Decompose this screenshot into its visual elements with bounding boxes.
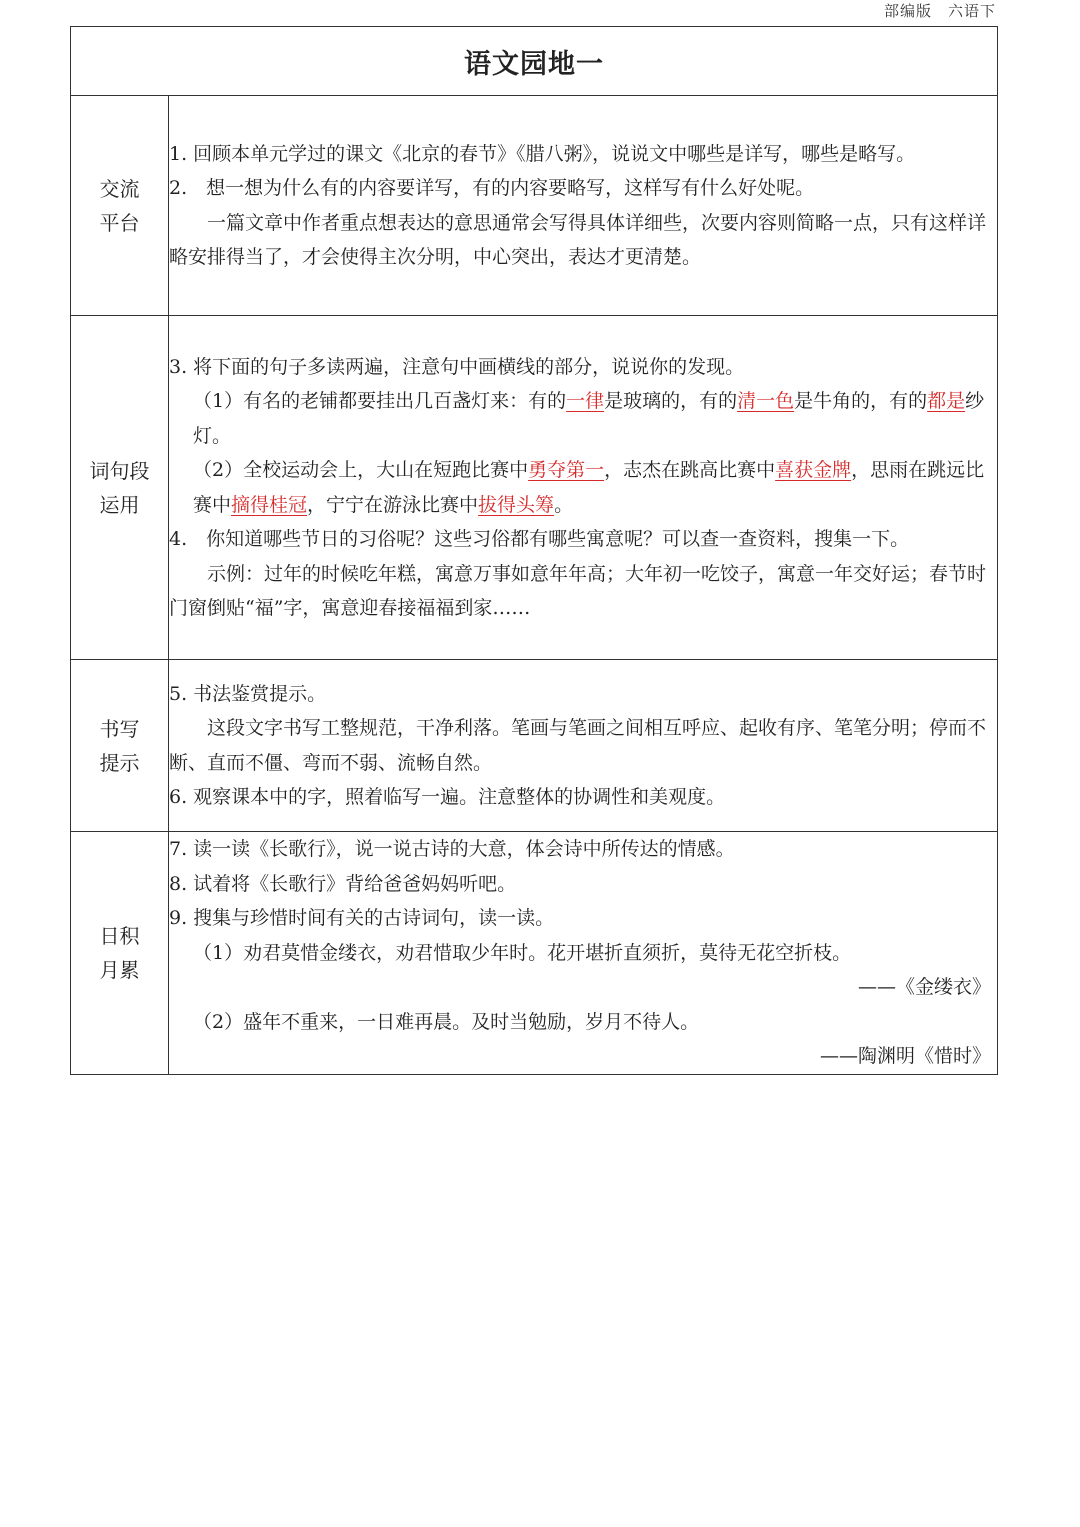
underlined-word: 喜获金牌 xyxy=(775,459,852,481)
section-label xyxy=(71,316,169,660)
underlined-word: 拔得头筹 xyxy=(478,493,555,516)
section-accumulation xyxy=(71,832,998,1075)
item-3: 3. 将下面的句子多读两遍，注意句中画横线的部分，说说你的发现。 xyxy=(169,355,745,378)
section-content xyxy=(169,316,998,660)
text: （2）全校运动会上，大山在短跑比赛中 xyxy=(193,459,529,481)
label-line2: 提示 xyxy=(99,750,140,775)
page-title: 语文园地一 xyxy=(464,48,604,80)
underlined-word: 勇夺第一 xyxy=(528,459,605,481)
underlined-word: 一律 xyxy=(566,390,605,412)
item-4: 4. 你知道哪些节日的习俗呢？这些习俗都有哪些寓意呢？可以查一查资料，搜集一下。 xyxy=(169,528,910,550)
section-communication xyxy=(71,96,998,316)
title-cell xyxy=(71,27,998,96)
text: ，宁宁在游泳比赛中 xyxy=(307,493,479,516)
poem-1: （1）劝君莫惜金缕衣，劝君惜取少年时。花开堪折直须折，莫待无花空折枝。 xyxy=(193,941,852,964)
label-line2: 运用 xyxy=(99,492,140,517)
poem-1-source: ——《金缕衣》 xyxy=(857,976,991,998)
item-5: 5. 书法鉴赏提示。 xyxy=(169,682,327,705)
poem-2-source: ——陶渊明《惜时》 xyxy=(819,1045,991,1067)
text: ，思雨在跳远比赛中 xyxy=(193,459,985,516)
example-paragraph: 示例：过年的时候吃年糕，寓意万事如意年年高；大年初一吃饺子，寓意一年交好运；春节时门窗倒贴“福”字，寓意迎春接福福到家…… xyxy=(169,562,987,619)
item-8: 8. 试着将《长歌行》背给爸爸妈妈听吧。 xyxy=(169,872,517,895)
item-1: 1. 回顾本单元学过的课文《北京的春节》《腊八粥》，说说文中哪些是详写，哪些是略写。 xyxy=(169,142,916,165)
calligraphy-note: 这段文字书写工整规范，干净利落。笔画与笔画之间相互呼应、起收有序、笔笔分明；停而不断、直而不僵、弯而不弱、流畅自然。 xyxy=(169,717,987,774)
section-content xyxy=(169,832,998,1075)
item-6: 6. 观察课本中的字，照着临写一遍。注意整体的协调性和美观度。 xyxy=(169,786,726,808)
answer-paragraph: 一篇文章中作者重点想表达的意思通常会写得具体详细些，次要内容则简略一点，只有这样详略安排得当了，才会使得主次分明，中心突出，表达才更清楚。 xyxy=(169,211,987,268)
text: （1）有名的老铺都要挂出几百盏灯来：有的 xyxy=(193,390,567,412)
text: 。 xyxy=(554,493,574,516)
section-words-sentences xyxy=(71,316,998,660)
section-label xyxy=(71,660,169,832)
label-line1: 词句段 xyxy=(89,458,150,483)
section-label xyxy=(71,832,169,1075)
text: 是牛角的，有的 xyxy=(794,390,928,412)
underlined-word: 都是 xyxy=(927,390,966,412)
section-content xyxy=(169,660,998,832)
item-9: 9. 搜集与珍惜时间有关的古诗词句，读一读。 xyxy=(169,907,555,929)
label-line1: 日积 xyxy=(99,923,140,948)
text: 是玻璃的，有的 xyxy=(604,390,738,412)
underlined-word: 清一色 xyxy=(737,390,795,412)
label-line2: 平台 xyxy=(99,210,140,235)
worksheet-table xyxy=(70,26,998,1075)
section-writing-tips xyxy=(71,660,998,832)
edition-tag: 部编版 六语下 xyxy=(883,2,996,20)
section-label xyxy=(71,96,169,316)
sentence-2 xyxy=(169,453,997,522)
label-line2: 月累 xyxy=(99,957,140,982)
poem-2: （2）盛年不重来，一日难再晨。及时当勉励，岁月不待人。 xyxy=(193,1010,700,1033)
item-7: 7. 读一读《长歌行》，说一说古诗的大意，体会诗中所传达的情感。 xyxy=(169,838,735,860)
section-content xyxy=(169,96,998,316)
text: 纱灯。 xyxy=(193,390,985,447)
item-2: 2. 想一想为什么有的内容要详写，有的内容要略写，这样写有什么好处呢。 xyxy=(169,177,815,199)
sentence-1 xyxy=(169,384,997,453)
underlined-word: 摘得桂冠 xyxy=(231,493,308,516)
label-line1: 书写 xyxy=(99,716,140,741)
text: ，志杰在跳高比赛中 xyxy=(604,459,776,481)
label-line1: 交流 xyxy=(99,176,140,201)
